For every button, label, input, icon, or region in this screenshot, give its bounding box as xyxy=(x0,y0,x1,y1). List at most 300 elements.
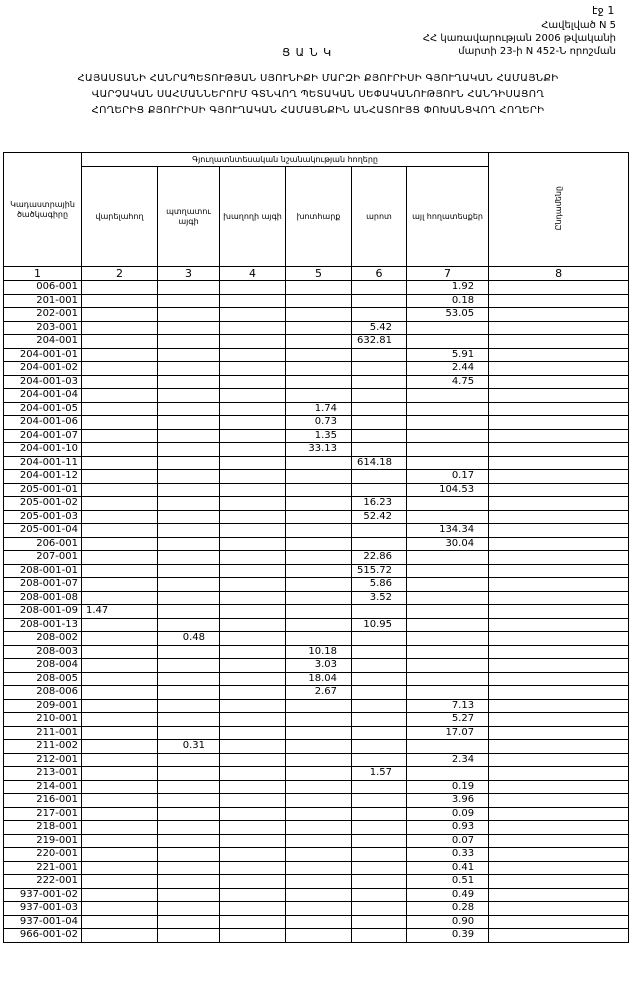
hayfield-cell xyxy=(286,699,352,713)
arable-cell xyxy=(82,807,158,821)
other-land-cell: 0.33 xyxy=(407,848,489,862)
orchard-cell xyxy=(158,281,220,295)
hayfield-cell xyxy=(286,888,352,902)
annex-label: Հավելված N 5 xyxy=(541,20,616,31)
orchard-cell xyxy=(158,605,220,619)
orchard-cell xyxy=(158,929,220,943)
pasture-cell xyxy=(352,713,407,727)
arable-cell xyxy=(82,821,158,835)
orchard-cell xyxy=(158,713,220,727)
total-cell xyxy=(489,686,629,700)
hayfield-cell xyxy=(286,510,352,524)
hayfield-cell xyxy=(286,875,352,889)
arable-cell xyxy=(82,443,158,457)
other-land-cell: 0.18 xyxy=(407,294,489,308)
vineyard-cell xyxy=(220,308,286,322)
other-land-cell xyxy=(407,497,489,511)
other-land-cell xyxy=(407,389,489,403)
table-row xyxy=(4,294,629,308)
pasture-cell xyxy=(352,605,407,619)
table-row xyxy=(4,645,629,659)
column-header-total xyxy=(489,153,629,267)
other-land-cell xyxy=(407,605,489,619)
pasture-cell xyxy=(352,524,407,538)
orchard-cell xyxy=(158,726,220,740)
vineyard-cell xyxy=(220,578,286,592)
total-cell xyxy=(489,794,629,808)
table-row xyxy=(4,672,629,686)
table-row xyxy=(4,524,629,538)
table-row xyxy=(4,713,629,727)
arable-cell xyxy=(82,834,158,848)
orchard-cell xyxy=(158,753,220,767)
pasture-cell: 5.86 xyxy=(352,578,407,592)
other-land-cell xyxy=(407,456,489,470)
pasture-cell xyxy=(352,483,407,497)
total-cell xyxy=(489,551,629,565)
pasture-cell xyxy=(352,740,407,754)
total-cell xyxy=(489,713,629,727)
hayfield-cell: 0.73 xyxy=(286,416,352,430)
arable-cell xyxy=(82,659,158,673)
orchard-cell xyxy=(158,483,220,497)
other-land-cell: 3.96 xyxy=(407,794,489,808)
orchard-cell xyxy=(158,578,220,592)
vineyard-cell xyxy=(220,402,286,416)
hayfield-cell xyxy=(286,618,352,632)
vineyard-cell xyxy=(220,888,286,902)
other-land-cell: 17.07 xyxy=(407,726,489,740)
arable-cell xyxy=(82,429,158,443)
cadastral-code-cell: 208-001-07 xyxy=(4,578,82,592)
cadastral-code-cell: 208-001-01 xyxy=(4,564,82,578)
other-land-cell: 0.09 xyxy=(407,807,489,821)
orchard-cell xyxy=(158,591,220,605)
orchard-cell xyxy=(158,510,220,524)
hayfield-cell xyxy=(286,564,352,578)
column-header-other-land: այլ հողատեսքեր xyxy=(407,167,489,267)
cadastral-code-cell: 204-001-11 xyxy=(4,456,82,470)
vineyard-cell xyxy=(220,321,286,335)
pasture-cell: 1.57 xyxy=(352,767,407,781)
agricultural-land-group-header: Գյուղատնտեսական նշանակության հողերը xyxy=(82,153,489,167)
table-row xyxy=(4,915,629,929)
total-cell xyxy=(489,510,629,524)
orchard-cell xyxy=(158,686,220,700)
table-row xyxy=(4,807,629,821)
vineyard-cell xyxy=(220,686,286,700)
cadastral-code-cell: 204-001 xyxy=(4,335,82,349)
other-land-cell xyxy=(407,740,489,754)
arable-cell xyxy=(82,308,158,322)
arable-cell xyxy=(82,861,158,875)
orchard-cell xyxy=(158,848,220,862)
hayfield-cell: 10.18 xyxy=(286,645,352,659)
hayfield-cell xyxy=(286,726,352,740)
arable-cell xyxy=(82,551,158,565)
other-land-cell xyxy=(407,645,489,659)
arable-cell xyxy=(82,929,158,943)
orchard-cell xyxy=(158,618,220,632)
hayfield-cell xyxy=(286,902,352,916)
other-land-cell: 0.41 xyxy=(407,861,489,875)
hayfield-cell xyxy=(286,915,352,929)
hayfield-cell xyxy=(286,821,352,835)
pasture-cell xyxy=(352,429,407,443)
orchard-cell xyxy=(158,402,220,416)
orchard-cell xyxy=(158,645,220,659)
hayfield-cell: 33.13 xyxy=(286,443,352,457)
table-row xyxy=(4,888,629,902)
other-land-cell xyxy=(407,551,489,565)
arable-cell xyxy=(82,699,158,713)
cadastral-code-cell: 217-001 xyxy=(4,807,82,821)
total-cell xyxy=(489,537,629,551)
column-number: 8 xyxy=(489,267,629,281)
arable-cell xyxy=(82,456,158,470)
arable-cell xyxy=(82,537,158,551)
table-row xyxy=(4,834,629,848)
other-land-cell: 7.13 xyxy=(407,699,489,713)
vineyard-cell xyxy=(220,348,286,362)
hayfield-cell xyxy=(286,551,352,565)
total-cell xyxy=(489,335,629,349)
vineyard-cell xyxy=(220,483,286,497)
total-cell xyxy=(489,605,629,619)
cadastral-code-cell: 208-005 xyxy=(4,672,82,686)
table-row xyxy=(4,821,629,835)
total-cell xyxy=(489,362,629,376)
vineyard-cell xyxy=(220,524,286,538)
column-header-orchard: պտղատու այգի xyxy=(158,167,220,267)
other-land-cell xyxy=(407,686,489,700)
arable-cell xyxy=(82,686,158,700)
total-cell xyxy=(489,294,629,308)
cadastral-code-cell: 209-001 xyxy=(4,699,82,713)
vineyard-cell xyxy=(220,510,286,524)
cadastral-code-cell: 204-001-10 xyxy=(4,443,82,457)
cadastral-code-cell: 208-001-08 xyxy=(4,591,82,605)
table-row xyxy=(4,510,629,524)
table-row xyxy=(4,753,629,767)
arable-cell xyxy=(82,483,158,497)
pasture-cell xyxy=(352,915,407,929)
other-land-cell xyxy=(407,591,489,605)
hayfield-cell xyxy=(286,713,352,727)
total-cell xyxy=(489,308,629,322)
pasture-cell xyxy=(352,348,407,362)
table-row xyxy=(4,659,629,673)
vineyard-cell xyxy=(220,429,286,443)
arable-cell xyxy=(82,281,158,295)
total-cell xyxy=(489,618,629,632)
other-land-cell: 0.17 xyxy=(407,470,489,484)
total-cell xyxy=(489,389,629,403)
total-cell xyxy=(489,888,629,902)
vineyard-cell xyxy=(220,470,286,484)
other-land-cell xyxy=(407,510,489,524)
total-cell xyxy=(489,564,629,578)
vineyard-cell xyxy=(220,659,286,673)
hayfield-cell xyxy=(286,375,352,389)
vineyard-cell xyxy=(220,848,286,862)
other-land-cell: 134.34 xyxy=(407,524,489,538)
total-cell xyxy=(489,780,629,794)
orchard-cell xyxy=(158,659,220,673)
orchard-cell xyxy=(158,389,220,403)
cadastral-code-cell: 201-001 xyxy=(4,294,82,308)
other-land-cell xyxy=(407,767,489,781)
cadastral-code-cell: 204-001-07 xyxy=(4,429,82,443)
total-cell xyxy=(489,470,629,484)
vineyard-cell xyxy=(220,875,286,889)
vineyard-cell xyxy=(220,632,286,646)
pasture-cell xyxy=(352,281,407,295)
total-cell xyxy=(489,699,629,713)
table-row xyxy=(4,618,629,632)
table-row xyxy=(4,389,629,403)
orchard-cell xyxy=(158,807,220,821)
arable-cell xyxy=(82,591,158,605)
column-header-vineyard: խաղողի այգի xyxy=(220,167,286,267)
table-row xyxy=(4,537,629,551)
orchard-cell xyxy=(158,335,220,349)
vineyard-cell xyxy=(220,564,286,578)
table-row xyxy=(4,348,629,362)
total-cell xyxy=(489,726,629,740)
hayfield-cell xyxy=(286,929,352,943)
orchard-cell xyxy=(158,861,220,875)
orchard-cell xyxy=(158,497,220,511)
vineyard-cell xyxy=(220,861,286,875)
hayfield-cell xyxy=(286,861,352,875)
other-land-cell: 5.27 xyxy=(407,713,489,727)
table-row xyxy=(4,443,629,457)
total-cell xyxy=(489,902,629,916)
vineyard-cell xyxy=(220,645,286,659)
vineyard-cell xyxy=(220,740,286,754)
orchard-cell xyxy=(158,915,220,929)
hayfield-cell xyxy=(286,578,352,592)
pasture-cell xyxy=(352,753,407,767)
hayfield-cell xyxy=(286,294,352,308)
cadastral-code-cell: 205-001-03 xyxy=(4,510,82,524)
total-cell xyxy=(489,402,629,416)
table-row xyxy=(4,848,629,862)
cadastral-code-cell: 211-001 xyxy=(4,726,82,740)
other-land-cell: 0.90 xyxy=(407,915,489,929)
pasture-cell xyxy=(352,807,407,821)
hayfield-cell xyxy=(286,456,352,470)
pasture-cell xyxy=(352,726,407,740)
table-row xyxy=(4,861,629,875)
total-cell xyxy=(489,483,629,497)
total-cell xyxy=(489,443,629,457)
table-row xyxy=(4,497,629,511)
other-land-cell: 0.39 xyxy=(407,929,489,943)
pasture-cell xyxy=(352,848,407,862)
vineyard-cell xyxy=(220,672,286,686)
other-land-cell xyxy=(407,416,489,430)
orchard-cell xyxy=(158,416,220,430)
orchard-cell xyxy=(158,551,220,565)
arable-cell xyxy=(82,564,158,578)
pasture-cell: 52.42 xyxy=(352,510,407,524)
cadastral-code-cell: 206-001 xyxy=(4,537,82,551)
other-land-cell xyxy=(407,443,489,457)
table-row xyxy=(4,551,629,565)
other-land-cell xyxy=(407,632,489,646)
table-row xyxy=(4,375,629,389)
pasture-cell xyxy=(352,834,407,848)
orchard-cell xyxy=(158,362,220,376)
vineyard-cell xyxy=(220,443,286,457)
arable-cell xyxy=(82,348,158,362)
total-cell xyxy=(489,524,629,538)
orchard-cell xyxy=(158,308,220,322)
pasture-cell xyxy=(352,389,407,403)
other-land-cell: 0.51 xyxy=(407,875,489,889)
total-cell xyxy=(489,807,629,821)
hayfield-cell xyxy=(286,834,352,848)
pasture-cell xyxy=(352,470,407,484)
vineyard-cell xyxy=(220,389,286,403)
arable-cell xyxy=(82,389,158,403)
column-header-hayfield: խոտհարք xyxy=(286,167,352,267)
cadastral-code-cell: 210-001 xyxy=(4,713,82,727)
table-row xyxy=(4,591,629,605)
cadastral-code-cell: 212-001 xyxy=(4,753,82,767)
other-land-cell xyxy=(407,672,489,686)
column-number: 1 xyxy=(4,267,82,281)
table-row xyxy=(4,564,629,578)
vineyard-cell xyxy=(220,335,286,349)
orchard-cell: 0.48 xyxy=(158,632,220,646)
total-cell xyxy=(489,672,629,686)
cadastral-code-cell: 216-001 xyxy=(4,794,82,808)
table-row xyxy=(4,929,629,943)
table-row xyxy=(4,429,629,443)
cadastral-code-cell: 208-002 xyxy=(4,632,82,646)
pasture-cell xyxy=(352,780,407,794)
arable-cell xyxy=(82,848,158,862)
cadastral-code-cell: 202-001 xyxy=(4,308,82,322)
cadastral-code-cell: 006-001 xyxy=(4,281,82,295)
table-row xyxy=(4,632,629,646)
arable-cell xyxy=(82,578,158,592)
table-row xyxy=(4,740,629,754)
land-table xyxy=(3,152,629,943)
table-row xyxy=(4,321,629,335)
hayfield-cell xyxy=(286,605,352,619)
vineyard-cell xyxy=(220,551,286,565)
total-cell xyxy=(489,929,629,943)
total-cell xyxy=(489,348,629,362)
hayfield-cell xyxy=(286,848,352,862)
vineyard-cell xyxy=(220,456,286,470)
other-land-cell xyxy=(407,564,489,578)
vineyard-cell xyxy=(220,591,286,605)
arable-cell xyxy=(82,888,158,902)
arable-cell xyxy=(82,294,158,308)
vineyard-cell xyxy=(220,834,286,848)
table-row xyxy=(4,402,629,416)
hayfield-cell xyxy=(286,767,352,781)
orchard-cell xyxy=(158,294,220,308)
cadastral-code-cell: 204-001-05 xyxy=(4,402,82,416)
total-cell xyxy=(489,659,629,673)
table-row xyxy=(4,699,629,713)
cadastral-code-cell: 208-004 xyxy=(4,659,82,673)
total-header-text: Ընդամենը xyxy=(553,185,563,231)
orchard-cell xyxy=(158,794,220,808)
other-land-cell: 0.93 xyxy=(407,821,489,835)
orchard-cell xyxy=(158,537,220,551)
total-cell xyxy=(489,915,629,929)
document-heading-line-2: ՎԱՐՉԱԿԱՆ ՍԱՀՄԱՆՆԵՐՈՒՄ ԳՏՆՎՈՂ ՊԵՏԱԿԱՆ ՍԵՓԱԿԱՆՈՒԹՅՈՒՆ ՀԱՆԴԻՍԱՑՈՂ xyxy=(91,89,545,100)
other-land-cell: 53.05 xyxy=(407,308,489,322)
pasture-cell xyxy=(352,672,407,686)
pasture-cell xyxy=(352,416,407,430)
pasture-cell xyxy=(352,443,407,457)
pasture-cell: 10.95 xyxy=(352,618,407,632)
cadastral-code-cell: 208-001-13 xyxy=(4,618,82,632)
table-row xyxy=(4,686,629,700)
hayfield-cell: 3.03 xyxy=(286,659,352,673)
table-row xyxy=(4,335,629,349)
total-cell xyxy=(489,848,629,862)
other-land-cell xyxy=(407,578,489,592)
column-number: 4 xyxy=(220,267,286,281)
total-cell xyxy=(489,429,629,443)
table-row xyxy=(4,470,629,484)
cadastral-code-cell: 208-006 xyxy=(4,686,82,700)
land-table-container xyxy=(3,152,628,994)
table-row xyxy=(4,767,629,781)
arable-cell xyxy=(82,645,158,659)
arable-cell xyxy=(82,902,158,916)
pasture-cell xyxy=(352,929,407,943)
total-cell xyxy=(489,591,629,605)
vineyard-cell xyxy=(220,497,286,511)
cadastral-code-cell: 205-001-01 xyxy=(4,483,82,497)
cadastral-code-cell: 207-001 xyxy=(4,551,82,565)
hayfield-cell xyxy=(286,308,352,322)
hayfield-cell xyxy=(286,497,352,511)
vineyard-cell xyxy=(220,902,286,916)
table-row xyxy=(4,902,629,916)
total-cell xyxy=(489,821,629,835)
table-row xyxy=(4,456,629,470)
column-header-pasture: արոտ xyxy=(352,167,407,267)
pasture-cell xyxy=(352,861,407,875)
arable-cell xyxy=(82,362,158,376)
table-row xyxy=(4,875,629,889)
vineyard-cell xyxy=(220,929,286,943)
orchard-cell xyxy=(158,524,220,538)
table-row xyxy=(4,483,629,497)
hayfield-cell xyxy=(286,524,352,538)
cadastral-code-cell: 218-001 xyxy=(4,821,82,835)
hayfield-cell: 18.04 xyxy=(286,672,352,686)
hayfield-cell xyxy=(286,740,352,754)
pasture-cell xyxy=(352,902,407,916)
hayfield-cell xyxy=(286,537,352,551)
column-header-arable: վարելահող xyxy=(82,167,158,267)
arable-cell xyxy=(82,767,158,781)
column-number: 3 xyxy=(158,267,220,281)
total-cell xyxy=(489,321,629,335)
